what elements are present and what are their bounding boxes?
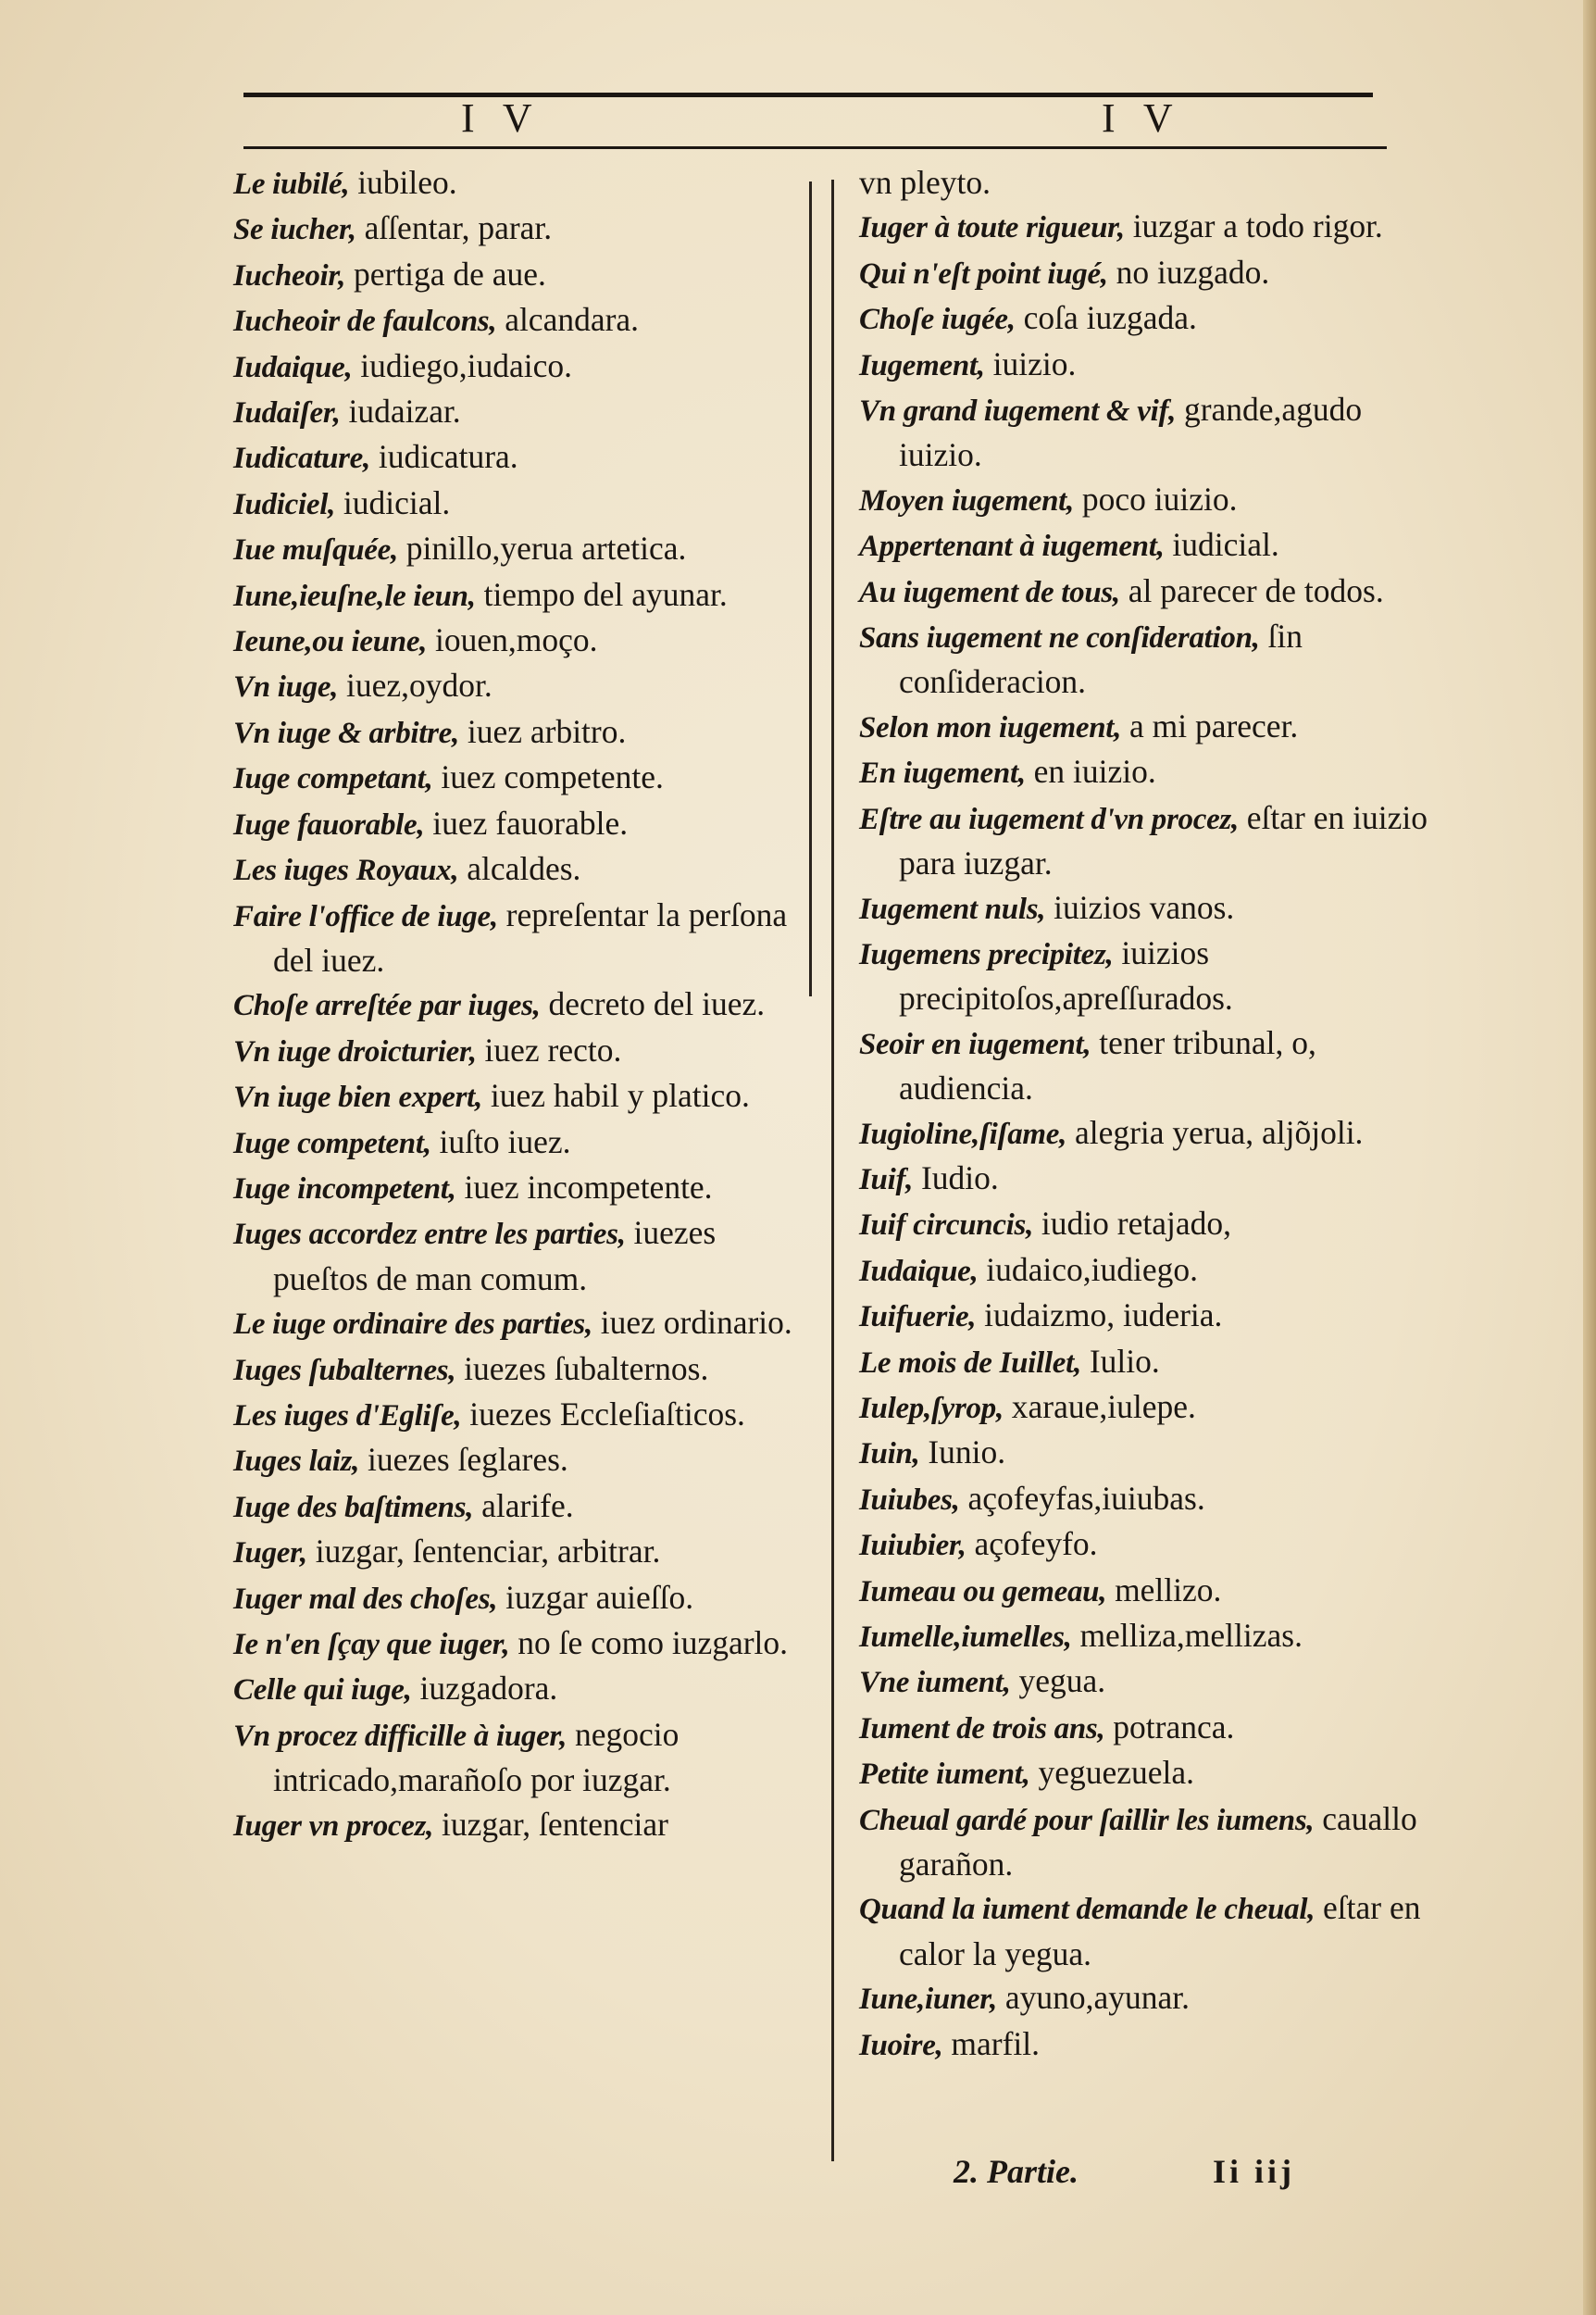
entry-translation: no ſe como iuzgarlo. [509,1624,789,1661]
dictionary-entry [859,1248,1428,1294]
dictionary-entry [859,1202,1428,1247]
dictionary-entry [233,847,807,893]
entry-headword: Iuger mal des choſes, [233,1582,498,1616]
entry-headword: Faire l'office de iuge, [233,899,498,933]
dictionary-entry [233,982,807,1028]
entry-headword: Iugioline,ſiſame, [859,1117,1067,1151]
entry-translation: iudiego,iudaico. [352,346,573,384]
entry-headword: Vne iument, [859,1666,1011,1700]
entry-headword: Iucheoir de faulcons, [233,305,497,339]
entry-translation: iuzgar a todo rigor. [1124,207,1383,245]
entry-translation: iuezes pueſtos de man comum. [273,1214,717,1297]
entry-headword: Iument de trois ans, [859,1711,1105,1746]
entry-translation: grande,agudo iuizio. [899,391,1363,474]
entry-headword: Celle qui iuge, [233,1673,412,1708]
entry-translation: ayuno,ayunar. [996,1979,1190,2017]
entry-headword: Le iuge ordinaire des parties, [233,1308,592,1342]
dictionary-entry [859,1886,1428,1976]
entry-headword: Se iucher, [233,213,356,247]
entry-translation: en iuizio. [1025,753,1156,791]
dictionary-entry [233,1803,807,1848]
entry-translation: iouen,moço. [427,621,598,659]
dictionary-entry [233,756,807,801]
entry-headword: Iuiubier, [859,1529,966,1563]
entry-headword: Iuin, [859,1437,920,1471]
signature-mark: Ii iij [1213,2153,1296,2190]
dictionary-entry [233,527,807,572]
entry-translation: alcandara. [496,301,640,339]
entry-translation: pinillo,yerua artetica. [397,530,687,568]
entry-headword: Iune,ieuſne,le ieun, [233,579,476,613]
dictionary-entry [859,750,1428,795]
dictionary-entry [233,1120,807,1166]
entry-translation: alegria yerua, aljõjoli. [1066,1113,1364,1151]
entry-headword: Iuge competent, [233,1126,431,1160]
entry-headword: Iudaique, [233,350,353,384]
entry-translation: marfil. [942,2024,1041,2062]
dictionary-entry [859,1659,1428,1705]
entry-headword: Ie n'en ſçay que iuger, [233,1628,510,1661]
entry-translation: decreto del iuez. [540,985,766,1023]
dictionary-entry [233,482,807,527]
entry-translation: eſtar en calor la yegua. [899,1889,1421,1972]
dictionary-entry [233,1347,807,1393]
dictionary-entry [859,886,1428,932]
entry-headword: Iuge fauorable, [233,807,425,842]
entry-translation: iuzgar, ſentenciar, arbitrar. [306,1533,661,1570]
dictionary-entry [859,1522,1428,1568]
entry-headword: Iuges laiz, [233,1445,360,1479]
entry-headword: Iuge competant, [233,762,433,796]
entry-headword: Iudiciel, [233,487,336,521]
right-column [859,161,1428,2068]
dictionary-entry [859,1614,1428,1659]
entry-translation: iudicial. [335,483,451,521]
dictionary-entry [859,1021,1428,1111]
entry-headword: Iugement nuls, [859,892,1046,926]
dictionary-entry [233,206,807,252]
entry-translation: iuez arbitro. [458,712,627,750]
entry-translation: alcaldes. [458,850,581,888]
entry-translation: iuizios vanos. [1045,888,1235,926]
entry-headword: Le iubilé, [233,168,350,201]
entry-translation: pertiga de aue. [345,255,546,293]
entry-headword: Choſe arreſtée par iuges, [233,989,541,1023]
entry-translation: iuez incompetente. [455,1168,713,1206]
dictionary-entry [859,388,1428,478]
entry-headword: Iugement, [859,348,985,382]
dictionary-entry [233,1074,807,1120]
entry-translation: Iudio. [913,1158,999,1196]
entry-translation: iudio retajado, [1033,1205,1231,1243]
entry-translation: alarife. [473,1486,574,1524]
entry-translation: Iunio. [919,1433,1006,1471]
dictionary-entry [233,1667,807,1712]
entry-headword: Quand la iument demande le cheual, [859,1893,1315,1927]
entry-headword: Seoir en iugement, [859,1027,1091,1061]
entry-headword: Iudicature, [233,442,370,476]
dictionary-entry [859,1706,1428,1751]
entry-translation: Iulio. [1080,1342,1160,1380]
dictionary-entry [859,1111,1428,1157]
entry-translation: iuez competente. [432,758,664,796]
entry-translation: iuezes Eccleſiaſticos. [461,1395,745,1433]
entry-translation: iuizios precipitoſos,apreſſurados. [899,933,1233,1018]
entry-headword: Les iuges Royaux, [233,854,459,888]
entry-headword: Ieune,ou ieune, [233,625,428,659]
dictionary-entry [233,253,807,298]
entry-headword: Iuoire, [859,2028,943,2062]
entry-headword: Selon mon iugement, [859,710,1122,745]
entry-translation: no iuzgado. [1107,253,1270,291]
entry-translation: iudaico,iudiego. [978,1250,1199,1288]
entry-translation: iuizio. [984,344,1077,382]
entry-headword: Iuger à toute rigueur, [859,211,1125,245]
dictionary-entry [233,1484,807,1530]
dictionary-entry [859,205,1428,250]
dictionary-entry [859,296,1428,342]
dictionary-entry [859,2022,1428,2068]
entry-translation: mellizo. [1106,1570,1222,1608]
dictionary-entry [233,435,807,481]
dictionary-entry [233,573,807,619]
dictionary-entry [859,1976,1428,2021]
entry-translation: iuzgar, ſentenciar [433,1805,668,1843]
entry-headword: Iuif, [859,1162,914,1196]
entry-headword: Iuges ſubalternes, [233,1353,456,1387]
entry-translation: iuez recto. [476,1031,622,1069]
entry-translation: iuez ordinario. [592,1304,792,1342]
entry-translation: yeguezuela. [1029,1754,1195,1792]
dictionary-entry [233,1530,807,1575]
entry-translation: iuez,oydor. [338,667,493,705]
entry-headword: Iumeau ou gemeau, [859,1574,1107,1608]
dictionary-entry [859,569,1428,615]
dictionary-entry [859,1157,1428,1202]
entry-headword: Vn grand iugement & vif, [859,394,1177,429]
entry-headword: Iugemens precipitez, [859,937,1114,971]
dictionary-entry [859,1751,1428,1796]
entry-translation: ſin conſideracion. [899,618,1303,701]
dictionary-entry [233,161,807,206]
running-head-right: I V [1102,95,1182,141]
entry-headword: Cheual gardé pour ſaillir les iumens, [859,1803,1315,1837]
dictionary-entry [859,615,1428,705]
dictionary-entry [859,1294,1428,1339]
entry-headword: Le mois de Iuillet, [859,1345,1081,1380]
entry-translation: coſa iuzgada. [1015,299,1197,337]
dictionary-entry [233,1438,807,1483]
entry-headword: Vn iuge, [233,670,339,705]
entry-headword: Iue muſquée, [233,533,398,568]
dictionary-entry [859,705,1428,750]
dictionary-entry [233,802,807,847]
dictionary-entry [233,1301,807,1346]
entry-headword: Eſtre au iugement d'vn procez, [859,802,1239,836]
entry-translation: potranca. [1104,1708,1235,1746]
dictionary-entry [233,344,807,390]
dictionary-entry [233,894,807,983]
dictionary-entry [233,1166,807,1211]
dictionary-entry [859,796,1428,886]
entry-translation: iudicial. [1164,526,1279,564]
dictionary-entry [233,1393,807,1438]
entry-headword: Iuge incompetent, [233,1171,456,1206]
dictionary-entry [859,161,1428,205]
entry-headword: Vn iuge bien expert, [233,1081,483,1115]
entry-translation: iuzgadora. [411,1670,558,1708]
dictionary-entry [233,619,807,664]
entry-translation: repreſentar la perſona del iuez. [273,895,788,979]
dictionary-entry [859,478,1428,523]
entry-headword: Choſe iugée, [859,303,1016,337]
entry-translation: vn pleyto. [859,164,991,201]
entry-headword: Iumelle,iumelles, [859,1620,1072,1654]
column-rule-left [809,181,812,996]
dictionary-entry [233,390,807,435]
entry-headword: Iuifuerie, [859,1300,977,1334]
entry-translation: iubileo. [349,164,457,201]
entry-translation: a mi parecer. [1121,707,1299,745]
column-rule [831,180,834,2161]
entry-translation: açofeyfo. [966,1525,1098,1563]
entry-headword: Iune,iuner, [859,1983,997,2017]
entry-headword: Iuiubes, [859,1483,960,1517]
entry-translation: tener tribunal, o, audiencia. [899,1023,1316,1107]
dictionary-entry [859,251,1428,296]
entry-headword: En iugement, [859,757,1026,791]
entry-headword: Appertenant à iugement, [859,530,1165,564]
dictionary-entry [233,1029,807,1074]
entry-translation: iudaizmo, iuderia. [976,1296,1223,1334]
entry-headword: Iudaiſer, [233,396,341,431]
dictionary-entry [233,664,807,709]
entry-translation: iuez habil y platico. [482,1077,750,1115]
entry-headword: Au iugement de tous, [859,575,1120,609]
entry-headword: Iudaique, [859,1254,979,1288]
page-edge [1583,0,1596,2315]
entry-translation: melliza,mellizas. [1071,1617,1303,1654]
dictionary-entry [233,1211,807,1301]
header-rule-top [243,93,1373,97]
dictionary-entry [859,1477,1428,1522]
entry-headword: Iuge des baſtimens, [233,1490,474,1524]
entry-headword: Qui n'eſt point iugé, [859,257,1108,291]
header-rule-bottom [243,146,1387,149]
entry-translation: iuzgar auieſſo. [497,1578,694,1616]
entry-headword: Petite iument, [859,1758,1030,1792]
entry-translation: iuezes ſubalternos. [455,1349,709,1387]
entry-translation: tiempo del ayunar. [475,575,728,613]
entry-translation: negocio intricado,marañoſo por iuzgar. [273,1715,680,1799]
dictionary-entry [859,343,1428,388]
entry-translation: iuſto iuez. [430,1122,571,1160]
dictionary-entry [859,1797,1428,1887]
entry-headword: Iuif circuncis, [859,1208,1034,1243]
entry-translation: al parecer de todos. [1119,571,1384,609]
entry-translation: xaraue,iulepe. [1003,1387,1196,1425]
entry-headword: Vn procez difficille à iuger, [233,1719,567,1753]
entry-headword: Les iuges d'Egliſe, [233,1398,462,1433]
entry-translation: yegua. [1010,1662,1106,1700]
entry-headword: Vn iuge droicturier, [233,1034,477,1069]
dictionary-entry [859,1385,1428,1431]
entry-headword: Iuges accordez entre les parties, [233,1218,626,1252]
left-column [233,161,807,1848]
entry-translation: açofeyfas,iuiubas. [959,1479,1205,1517]
dictionary-entry [859,1431,1428,1476]
entry-translation: cauallo garañon. [899,1799,1417,1883]
running-head-left: I V [461,95,542,141]
entry-headword: Sans iugement ne conſideration, [859,621,1260,656]
entry-headword: Iuger vn procez, [233,1808,434,1843]
entry-translation: eſtar en iuizio para iuzgar. [899,798,1428,882]
entry-headword: Iuger, [233,1536,307,1570]
dictionary-entry [233,1621,807,1667]
entry-translation: iudaizar. [340,393,461,431]
dictionary-entry [859,932,1428,1021]
entry-headword: Moyen iugement, [859,483,1074,518]
dictionary-entry [233,710,807,756]
entry-translation: aſſentar, parar. [355,209,553,247]
entry-translation: iuez fauorable. [424,804,629,842]
entry-translation: poco iuizio. [1074,480,1238,518]
dictionary-entry [233,1713,807,1803]
entry-translation: iuezes ſeglares. [359,1441,568,1479]
dictionary-entry [859,1569,1428,1614]
dictionary-entry [859,1340,1428,1385]
entry-headword: Iucheoir, [233,258,346,293]
dictionary-entry [859,523,1428,569]
entry-translation: iudicatura. [369,438,518,476]
entry-headword: Vn iuge & arbitre, [233,716,459,750]
dictionary-entry [233,298,807,344]
entry-headword: Iulep,ſyrop, [859,1391,1004,1425]
part-label: 2. Partie. [954,2153,1079,2190]
dictionary-entry [233,1576,807,1621]
